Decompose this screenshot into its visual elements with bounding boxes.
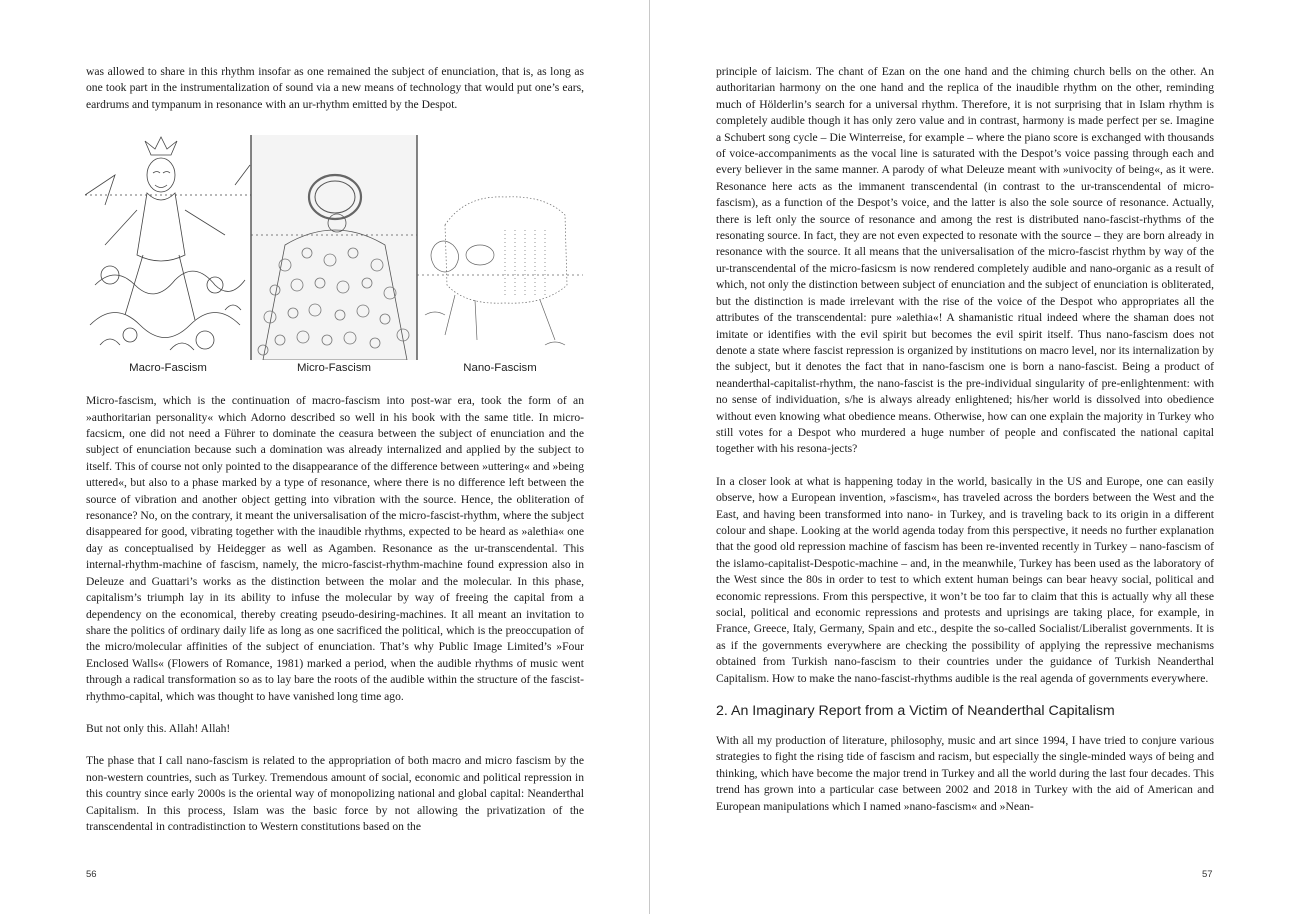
right-paragraph-2: In a closer look at what is happening today in the world, basically in the US and Europe, one can easily observe, how a European invention, »fascism«, has traveled across the borders between the West and the East, and having been transformed into nano- in Turkey, and is traveling back to its origin in a different colour and shape. Looking at the world agenda today from this perspective, it needs no further explanation that the good old repression machine of fascism has been re-invented recently in Turkey – nano-fascism of the islamo-capitalist-Despotic-machine – and, in the meanwhile, Turkey has been used as the laboratory of the West since the 80s in order to test to which extent human beings can bear heavy social, political and economic repressions. From this perspective, it won’t be too far to claim that this is actually why all these social, political and economic repressions and protests and uprisings are taking place, for example, in France, Greece, Italy, Germany, Spain and etc., despite the so-called Socialist/Liberalist governments. It is as if the governments everywhere are checking the possibility of applying the repressive mechanisms obtained from Turkish nano-fascism to their countries under the guidance of Turkish Neanderthal Capitalism. How to make the nano-fascist-rhythms audible is the real agenda of governments everywhere. <box>716 474 1214 685</box>
book-spine <box>649 0 650 914</box>
left-paragraph-4: The phase that I call nano-fascism is related to the appropriation of both macro and micro fascism by the non-western countries, such as Turkey. Tremendous amount of social, economic and political repression in this country since early 2000s is the oriental way of monopolizing national and global capital: Neanderthal Capitalism. In this process, Islam was the basic force by not allowing the privatization of the transcendental in contradistinction to Western constitutions based on the <box>86 754 584 833</box>
figure-captions <box>85 362 583 378</box>
fascism-figure <box>85 135 583 375</box>
left-paragraph-3: But not only this. Allah! Allah! <box>86 721 231 735</box>
right-page <box>716 64 1214 815</box>
left-page-number: 56 <box>86 869 97 880</box>
right-paragraph-3: With all my production of literature, philosophy, music and art since 1994, I have tried to conjure various strategies to fight the rising tide of fascism and racism, but especially the single-minded ways of being and thinking, which have become the major trend in Turkey and all the world during the last four decades. This trend has grown into a particular case between 2002 and 2018 in Turkey with the aid of American and European manipulations which I named »nano-fascism« and »Nean- <box>716 734 1214 813</box>
left-paragraph-1: was allowed to share in this rhythm insofar as one remained the subject of enunciation, that is, as long as one took part in the instrumentalization of sound via a new means of technology that would put one’s ears, eardrums and tympanum in resonance with an ur-rhythm emitted by the Despot. <box>86 65 584 111</box>
caption-micro-fascism: Micro-Fascism <box>296 362 372 375</box>
right-paragraph-1: principle of laicism. The chant of Ezan on the one hand and the chiming church bells on the other. An authoritarian harmony on the one hand and the replica of the inaudible rhythm on the other, reminding much of Hölderlin’s search for a universal rhythm. Therefore, it is not surprising that in Islam rhythm is completely audible though it has only zero value and in contrast, harmony is made perfect per se. Imagine a Schubert song cycle – Die Winterreise, for example – where the piano score is exchanged with thousands of voice-accompaniments as the vocal line is saturated with the Despot’s voice passing through each and every believer in the same manner. A parody of what Deleuze meant with »univocity of being«, as it were. Resonance here acts as the immanent transcendental (in contrast to the ur-transcendental of micro-fascism), as a function of the Despot’s voice, and the latter is also the sole source of resonance. Actually, there is left only the source of resonance and among the rest is distributed nano-fascist-rhythms of the resonating source. In fact, they are not even expected to resonate with the source – they are born already in resonance with the source. It all means that the universalisation of the micro-fascist rhythm by way of the ur-transcendental of the micro-fasicsm is now rendered completely audible and nano-organic as a result of which, not only the distinction between subject of enunciation and the subject of enunciation is obliterated, but the distinction is made irrelevant with the rise of the voice of the Despot who appropriates all the attributes of the transcendental: pure »alethia«! A shamanistic ritual indeed where the shaman does not imitate or identifies with the evil spirit but becomes the evil spirit itself. Thus nano-fascism does not denote a state where fascist repression is organized by institutions on macro level, nor its internalization by the subject, but it denotes the fact that in nano-fascism one is born a nano-fascist. Being a product of neanderthal-capitalist-rhythm, the nano-fascist is the pre-individual singularity of pre-enlightenment: with no sense of individuation, s/he is always already enlightened; his/her world is dissolved into obedience without even knowing what obedience means. Otherwise, how can one explain the majority in Turkey who still votes for a Despot who murdered a huge number of people and confiscated the national capital together with his resona-jects? <box>716 65 1214 456</box>
left-page <box>86 64 584 835</box>
section-heading: 2. An Imaginary Report from a Victim of Neanderthal Capitalism <box>716 703 1115 720</box>
figure-drawings <box>85 135 583 360</box>
left-paragraph-2: Micro-fascism, which is the continuation of macro-fascism into post-war era, took the form of an »authoritarian personality« which Adorno described so well in his book with the same title. In micro-facsicm, one did not need a Führer to dominate the ceasura between the subject of enunciation and the subject of enunciation because such a domination was already internalized and applied by the subject to itself. This of course not only pointed to the disappearance of the difference between »uttering« and »being uttered«, but also to a phase marked by a type of resonance, where there is no difference left between the source of vibration and another object getting into vibration with the source. Hence, the obliteration of resonance? No, on the contrary, it meant the universalisation of the micro-fascist-rhythm, where the subject disappeared for good, vibrating together with the inaudible rhythms, expected to be heard as »alethia« one day as conceptualised by Heidegger as well as Agamben. Resonance as the ur-transcendental. This internal-rhythm-machine of fascism, namely, the micro-fascist-rhythm-machine found expression also in Deleuze and Guattari’s works as the distinction between the molar and the molecular. In this phase, capitalism’s triumph lay in its ability to infuse the molecular by way of freeing the capital from a dependency on the economical, thereby creating pseudo-desiring-machines. It all meant an invitation to share the politics of ordinary daily life as long as one sacrificed the political, which is the preoccupation of the micro/molecular affinities of the subject of enunciation. That’s why Public Image Limited’s »Four Enclosed Walls« (Flowers of Romance, 1981) marked a period, when the audible rhythms of music went through a radical transformation so as to lay bare the roots of the audible within the structure of the fascist-rhythmo-capital, which was thought to have vanished long time ago. <box>86 394 584 703</box>
caption-macro-fascism: Macro-Fascism <box>129 362 207 375</box>
right-page-number: 57 <box>1202 869 1213 880</box>
caption-nano-fascism: Nano-Fascism <box>463 362 537 375</box>
